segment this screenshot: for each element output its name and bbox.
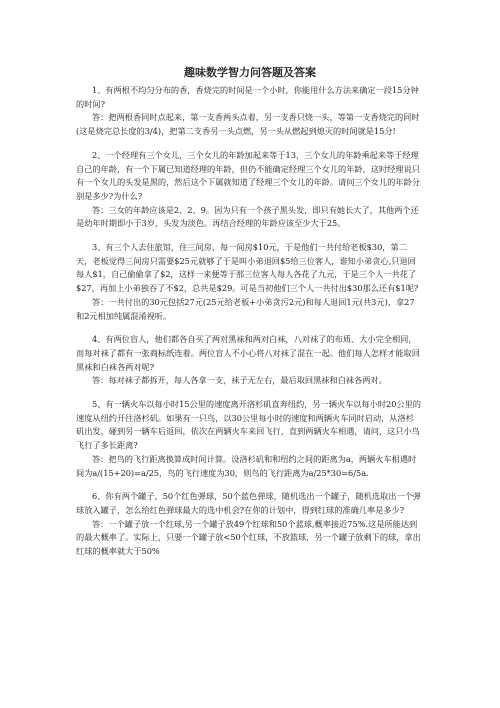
paragraph-gap	[76, 323, 422, 333]
document-body	[76, 84, 422, 559]
answer-3: 答：一共付出的30元包括27元(25元给老板+小弟贪污2元)和每人退回1元(共3元)，拿27和2元相加纯属混淆视听。	[76, 296, 415, 321]
answer-1: 答：把两根香同时点起来，第一支香两头点着，另一支香只烧一头，等第一支香烧完的同时(这是烧完总长度的3/4)，把第二支香另一头点燃，另一头从燃起到熄灭的时间就是15分!	[76, 112, 420, 137]
paragraph-gap	[76, 388, 422, 398]
question-3: 3、有三个人去住旅馆，住三间房，每一间房$10元，于是他们一共付给老板$30，第二天，老板觉得三间房只需要$25元就够了于是叫小弟退回$5给三位客人，谁知小弟贪心,只退回每人$1，自己偷偷拿了$2，这样一来便等于那三位客人每人各花了九元，于是三个人一共花了$27，再加上小弟独吞了不$2，总共是$29。可是当初他们三个人一共付出$30那么还有$1呢?	[76, 242, 419, 294]
answer-5: 答：把鸟的飞行距离换算成时间计算。设洛杉矶和和纽约之间的距离为a，两辆火车相遇时间为a/(15+20)=a/25，鸟的飞行速度为30，则鸟的飞行距离为a/25*30=6/5a.	[76, 453, 417, 478]
paragraph-gap	[76, 480, 422, 490]
question-1: 1、有两根不均匀分布的香，香烧完的时间是一个小时，你能用什么方法来确定一段15分钟的时间?	[76, 85, 419, 109]
paragraph-gap	[76, 139, 422, 149]
question-2: 2、一个经理有三个女儿，三个女儿的年龄加起来等于13，三个女儿的年龄乘起来等于经理自己的年龄，有一个下属已知道经理的年龄，但仍不能确定经理三个女儿的年龄，这时经理说只有一个女儿的头发是黑的，然后这个下属就知道了经理三个女儿的年龄。请问三个女儿的年龄分别是多少?为什么?	[76, 149, 420, 201]
answer-2: 答：三女的年龄应该是2、2、9。因为只有一个孩子黑头发，即只有她长大了，其他两个还是幼年时期即小于3岁，头发为淡色。再结合经理的年龄应该至少大于25。	[76, 204, 419, 229]
question-4: 4、有两位盲人，他们都各自买了两对黑袜和两对白袜，八对袜了的布质、大小完全相同，而每对袜了都有一张商标纸连着。两位盲人不小心将八对袜了混在一起。他们每人怎样才能取回黑袜和白袜各两对呢?	[76, 334, 420, 372]
document-title: 趣味数学智力问答题及答案	[184, 66, 316, 79]
question-6: 6、你有两个罐子，50个红色弹球，50个蓝色弹球，随机选出一个罐子，随机选取出一个弹球放入罐子，怎么给红色弹球最大的选中机会?在你的计划中，得到红球的准确几率是多少?	[76, 491, 421, 515]
answer-4: 答：每对袜子都拆开，每人各拿一支，袜子无左右，最后取回黑袜和白袜各两对。	[92, 375, 387, 386]
question-5: 5、有一辆火车以每小时15公里的速度离开洛杉矶直奔纽约，另一辆火车以每小时20公里的速度从纽约开往洛杉矶。如果有一只鸟，以30公里每小时的速度和两辆火车同时启动，从洛杉矶出发，碰到另一辆车后返回，依次在两辆火车来回飞行，直到两辆火车相遇，请问，这只小鸟飞行了多长距离?	[76, 399, 421, 451]
answer-6: 答：一个罐子放一个红球,另一个罐子放49个红球和50个蓝球,概率接近75%.这是所能达到的最大概率了。实际上，只要一个罐子放<50个红球，不放篮球，另一个罐子放剩下的球，拿出红球的概率就大于50%	[76, 518, 421, 557]
paragraph-gap	[76, 231, 422, 241]
